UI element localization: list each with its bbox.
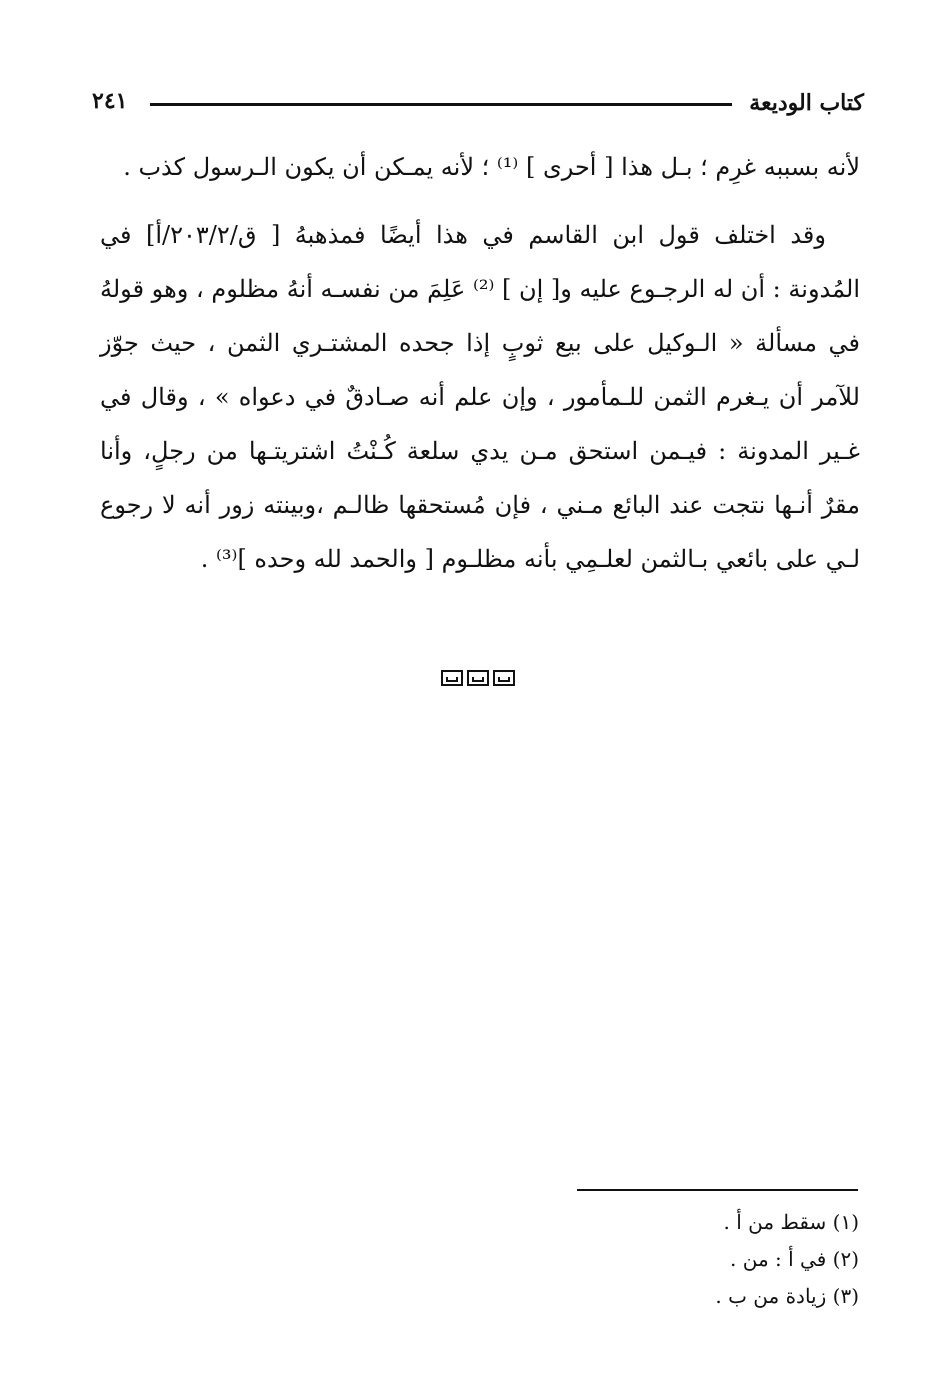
section-end-ornament <box>438 670 518 694</box>
footnote-2: (٢) في أ : من . <box>730 1247 859 1271</box>
paragraph-1: لأنه بسببه غرِم ؛ بـل هذا [ أحرى ] ⁽¹⁾ ؛ لأنه يمـكن أن يكون الـرسول كذب . <box>123 153 860 181</box>
footnote-separator <box>577 1189 858 1191</box>
footnote-1: (١) سقط من أ . <box>723 1210 859 1234</box>
chapter-title: كتاب الوديعة <box>749 90 864 116</box>
ornament-box-icon <box>441 670 463 686</box>
paragraph-2: وقد اختلف قول ابن القاسم في هذا أيضًا فمذهبهُ [ ق/٢٠٣/٢/أ] في المُدونة : أن له الرجـوع عليه و[ إن ] ⁽²⁾ عَلِمَ من نفسـه أنهُ مظلوم ، وهو قولهُ في مسألة « الـوكيل على بيع ثوبٍ إذا جحده المشتـري الثمن ، حيث جوّز للآمر أن يـغرم الثمن للـمأمور ، وإن علم أنه صـادقٌ في دعواه » ، وقال في غـير المدونة : فيـمن استحق مـن يدي سلعة كُـنْتُ اشتريتـها من رجلٍ، وأنا مقرٌ أنـها نتجت عند البائع مـني ، فإن مُستحقها ظالـم ،وبينته زور أنه لا رجوع لـي على بائعي بـالثمن لعلـمِي بأنه مظلـوم [ والحمد لله وحده ]⁽³⁾ . <box>100 221 861 573</box>
footnotes <box>439 1204 859 1315</box>
main-text <box>100 140 860 586</box>
header-rule <box>150 103 732 106</box>
ornament-box-icon <box>467 670 489 686</box>
footnote-3: (٣) زيادة من ب . <box>715 1284 859 1308</box>
page-header <box>92 82 864 126</box>
page-number: ٢٤١ <box>92 88 128 114</box>
ornament-box-icon <box>493 670 515 686</box>
